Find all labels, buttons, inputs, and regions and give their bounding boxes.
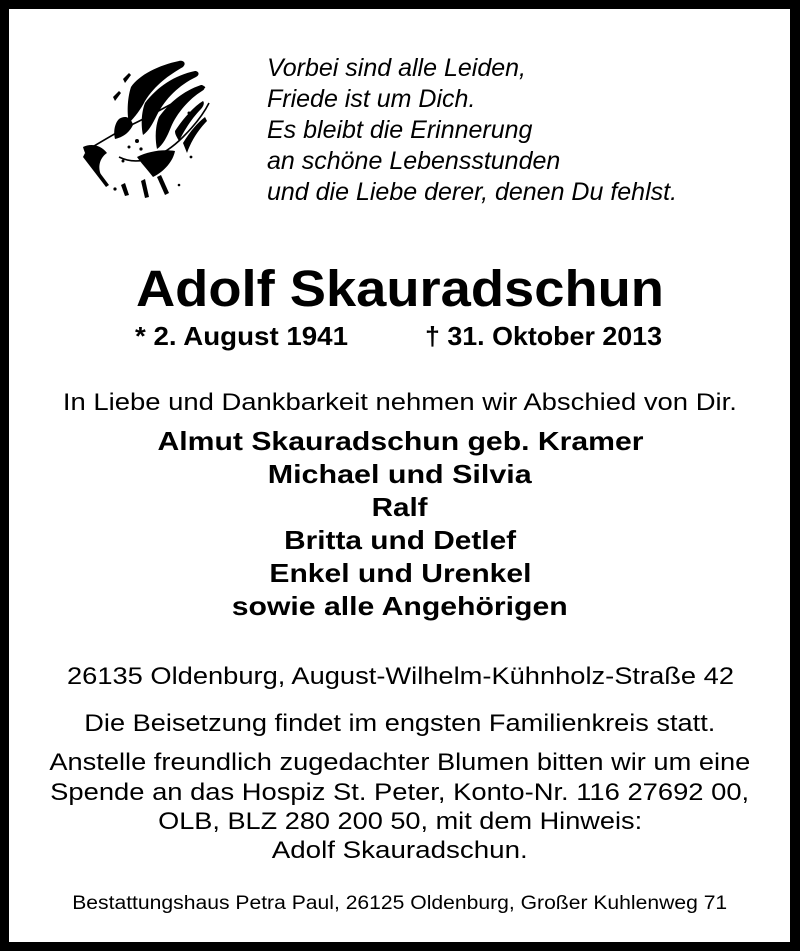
birth-date: * 2. August 1941 bbox=[135, 321, 349, 351]
poem-line: Vorbei sind alle Leiden, bbox=[267, 54, 526, 82]
donation-line bbox=[0, 749, 800, 777]
deceased-name: Adolf Skauradschun bbox=[136, 260, 664, 317]
mourner-row bbox=[0, 525, 800, 556]
death-date-row bbox=[425, 321, 663, 352]
poem-line: Es bleibt die Erinnerung bbox=[267, 116, 533, 144]
mourner-row bbox=[0, 492, 800, 523]
intro-row bbox=[0, 389, 800, 417]
burial-note-row bbox=[0, 710, 800, 738]
mourner: Michael und Silvia bbox=[268, 459, 532, 489]
address-row bbox=[0, 663, 800, 691]
mourner: sowie alle Angehörigen bbox=[231, 591, 569, 621]
mourner: Ralf bbox=[372, 492, 428, 522]
praying-hands-icon bbox=[79, 57, 213, 201]
farewell-text: In Liebe und Dankbarkeit nehmen wir Abschied von Dir. bbox=[62, 389, 738, 416]
mourner-row bbox=[0, 459, 800, 490]
poem-line: und die Liebe derer, denen Du fehlst. bbox=[267, 178, 678, 206]
birth-date-row bbox=[135, 321, 349, 352]
mourner: Almut Skauradschun geb. Kramer bbox=[157, 426, 643, 456]
deceased-name-row bbox=[0, 259, 800, 318]
mourner-row bbox=[0, 426, 800, 457]
mourner-row bbox=[0, 591, 800, 622]
funeral-home: Bestattungshaus Petra Paul, 26125 Oldenburg, Großer Kuhlenweg 71 bbox=[72, 893, 728, 914]
donation-text: Spende an das Hospiz St. Peter, Konto-Nr. 116 27692 00, bbox=[50, 779, 750, 806]
death-date: † 31. Oktober 2013 bbox=[425, 321, 663, 351]
donation-line bbox=[0, 808, 800, 836]
donation-line bbox=[0, 779, 800, 807]
burial-note: Die Beisetzung findet im engsten Familienkreis statt. bbox=[84, 710, 716, 737]
mourner-row bbox=[0, 558, 800, 589]
address: 26135 Oldenburg, August-Wilhelm-Kühnholz-Straße 42 bbox=[66, 663, 734, 690]
poem-line: an schöne Lebensstunden bbox=[267, 147, 561, 175]
donation-text: Adolf Skauradschun. bbox=[271, 837, 528, 864]
donation-text: OLB, BLZ 280 200 50, mit dem Hinweis: bbox=[157, 808, 642, 835]
funeral-home-row bbox=[0, 893, 800, 915]
donation-line bbox=[0, 837, 800, 865]
mourner: Enkel und Urenkel bbox=[268, 558, 532, 588]
poem bbox=[267, 53, 677, 208]
poem-line: Friede ist um Dich. bbox=[267, 85, 476, 113]
mourner: Britta und Detlef bbox=[283, 525, 516, 555]
donation-text: Anstelle freundlich zugedachter Blumen bitten wir um eine bbox=[49, 749, 751, 776]
